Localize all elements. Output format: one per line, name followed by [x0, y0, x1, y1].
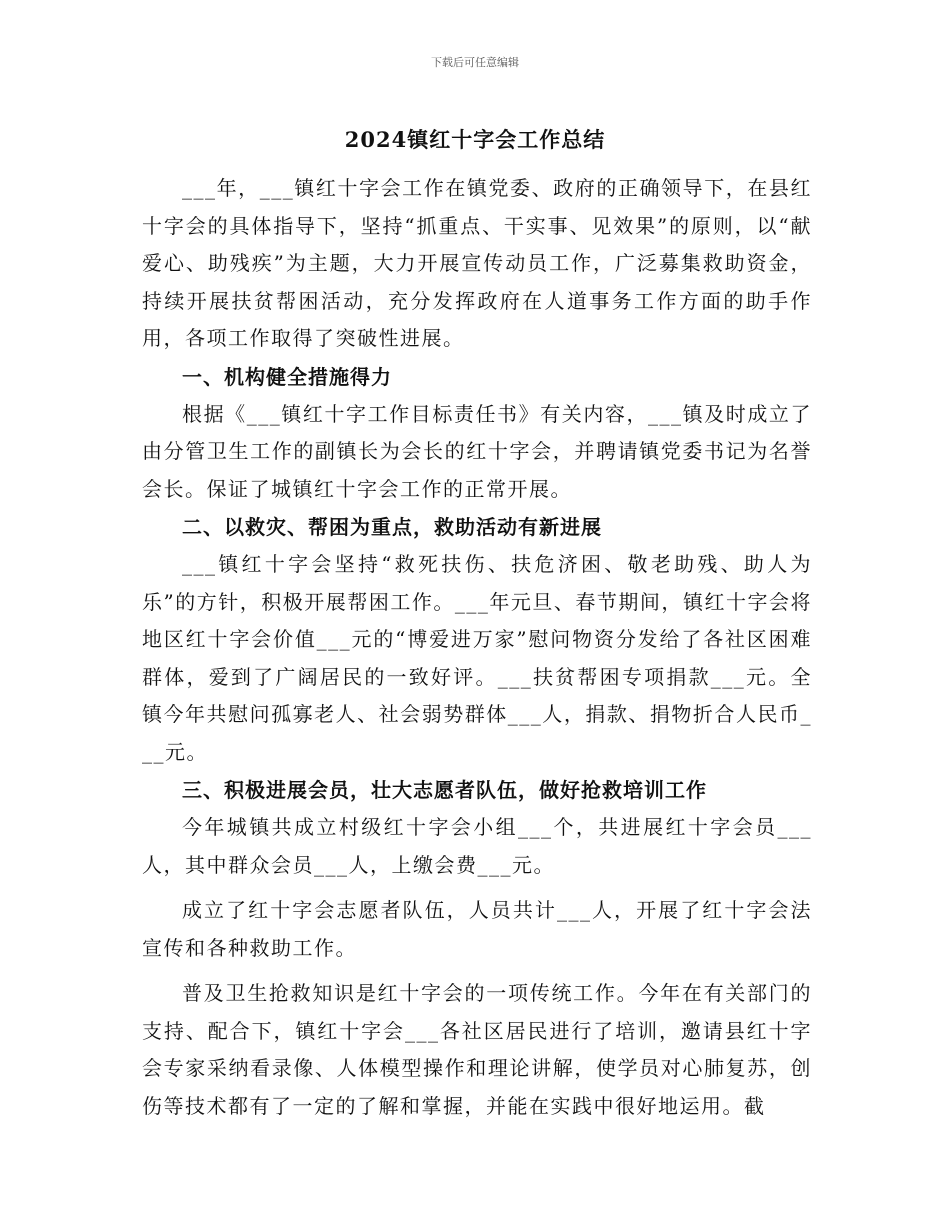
document-title: 2024镇红十字会工作总结	[344, 127, 606, 152]
intro-paragraph: ___年，___镇红十字会工作在镇党委、政府的正确领导下，在县红十字会的具体指导下，坚持“抓重点、干实事、见效果”的原则，以“献爱心、助残疾”为主题，大力开展宣传动员工作，广泛募集救助资金，持续开展扶贫帮困活动，充分发挥政府在人道事务工作方面的助手作用，各项工作取得了突破性进展。	[142, 176, 812, 350]
section-3-paragraph-1: 今年城镇共成立村级红十字会小组___个，共进展红十字会员___人，其中群众会员___人，上缴会费___元。	[142, 815, 812, 877]
page-header-note: 下载后可任意编辑	[431, 56, 519, 69]
section-1-paragraph: 根据《___镇红十字工作目标责任书》有关内容，___镇及时成立了由分管卫生工作的副镇长为会长的红十字会，并聘请镇党委书记为名誉会长。保证了城镇红十字会工作的正常开展。	[142, 401, 812, 501]
spacer	[142, 884, 812, 892]
section-3-paragraph-2: 成立了红十字会志愿者队伍，人员共计___人，开展了红十字会法宣传和各种救助工作。	[142, 898, 812, 960]
section-2-paragraph: ___镇红十字会坚持“救死扶伤、扶危济困、敬老助残、助人为乐”的方针，积极开展帮困工作。___年元旦、春节期间，镇红十字会将地区红十字会价值___元的“博爱进万家”慰问物资分发给了各社区困难群体，爱到了广阔居民的一致好评。___扶贫帮困专项捐款___元。全镇今年共慰问孤寡老人、社会弱势群体___人，捐款、捐物折合人民币___元。	[142, 552, 812, 764]
section-1-heading: 一、机构健全措施得力	[182, 364, 392, 389]
section-3-heading: 三、积极进展会员，壮大志愿者队伍，做好抢救培训工作	[182, 778, 707, 802]
document-body	[142, 170, 812, 1125]
section-2-heading: 二、以救灾、帮困为重点，救助活动有新进展	[182, 515, 602, 539]
spacer	[142, 967, 812, 975]
section-3-paragraph-3: 普及卫生抢救知识是红十字会的一项传统工作。今年在有关部门的支持、配合下，镇红十字会___各社区居民进行了培训，邀请县红十字会专家采纳看录像、人体模型操作和理论讲解，使学员对心肺复苏，创伤等技术都有了一定的了解和掌握，并能在实践中很好地运用。截	[142, 981, 812, 1118]
